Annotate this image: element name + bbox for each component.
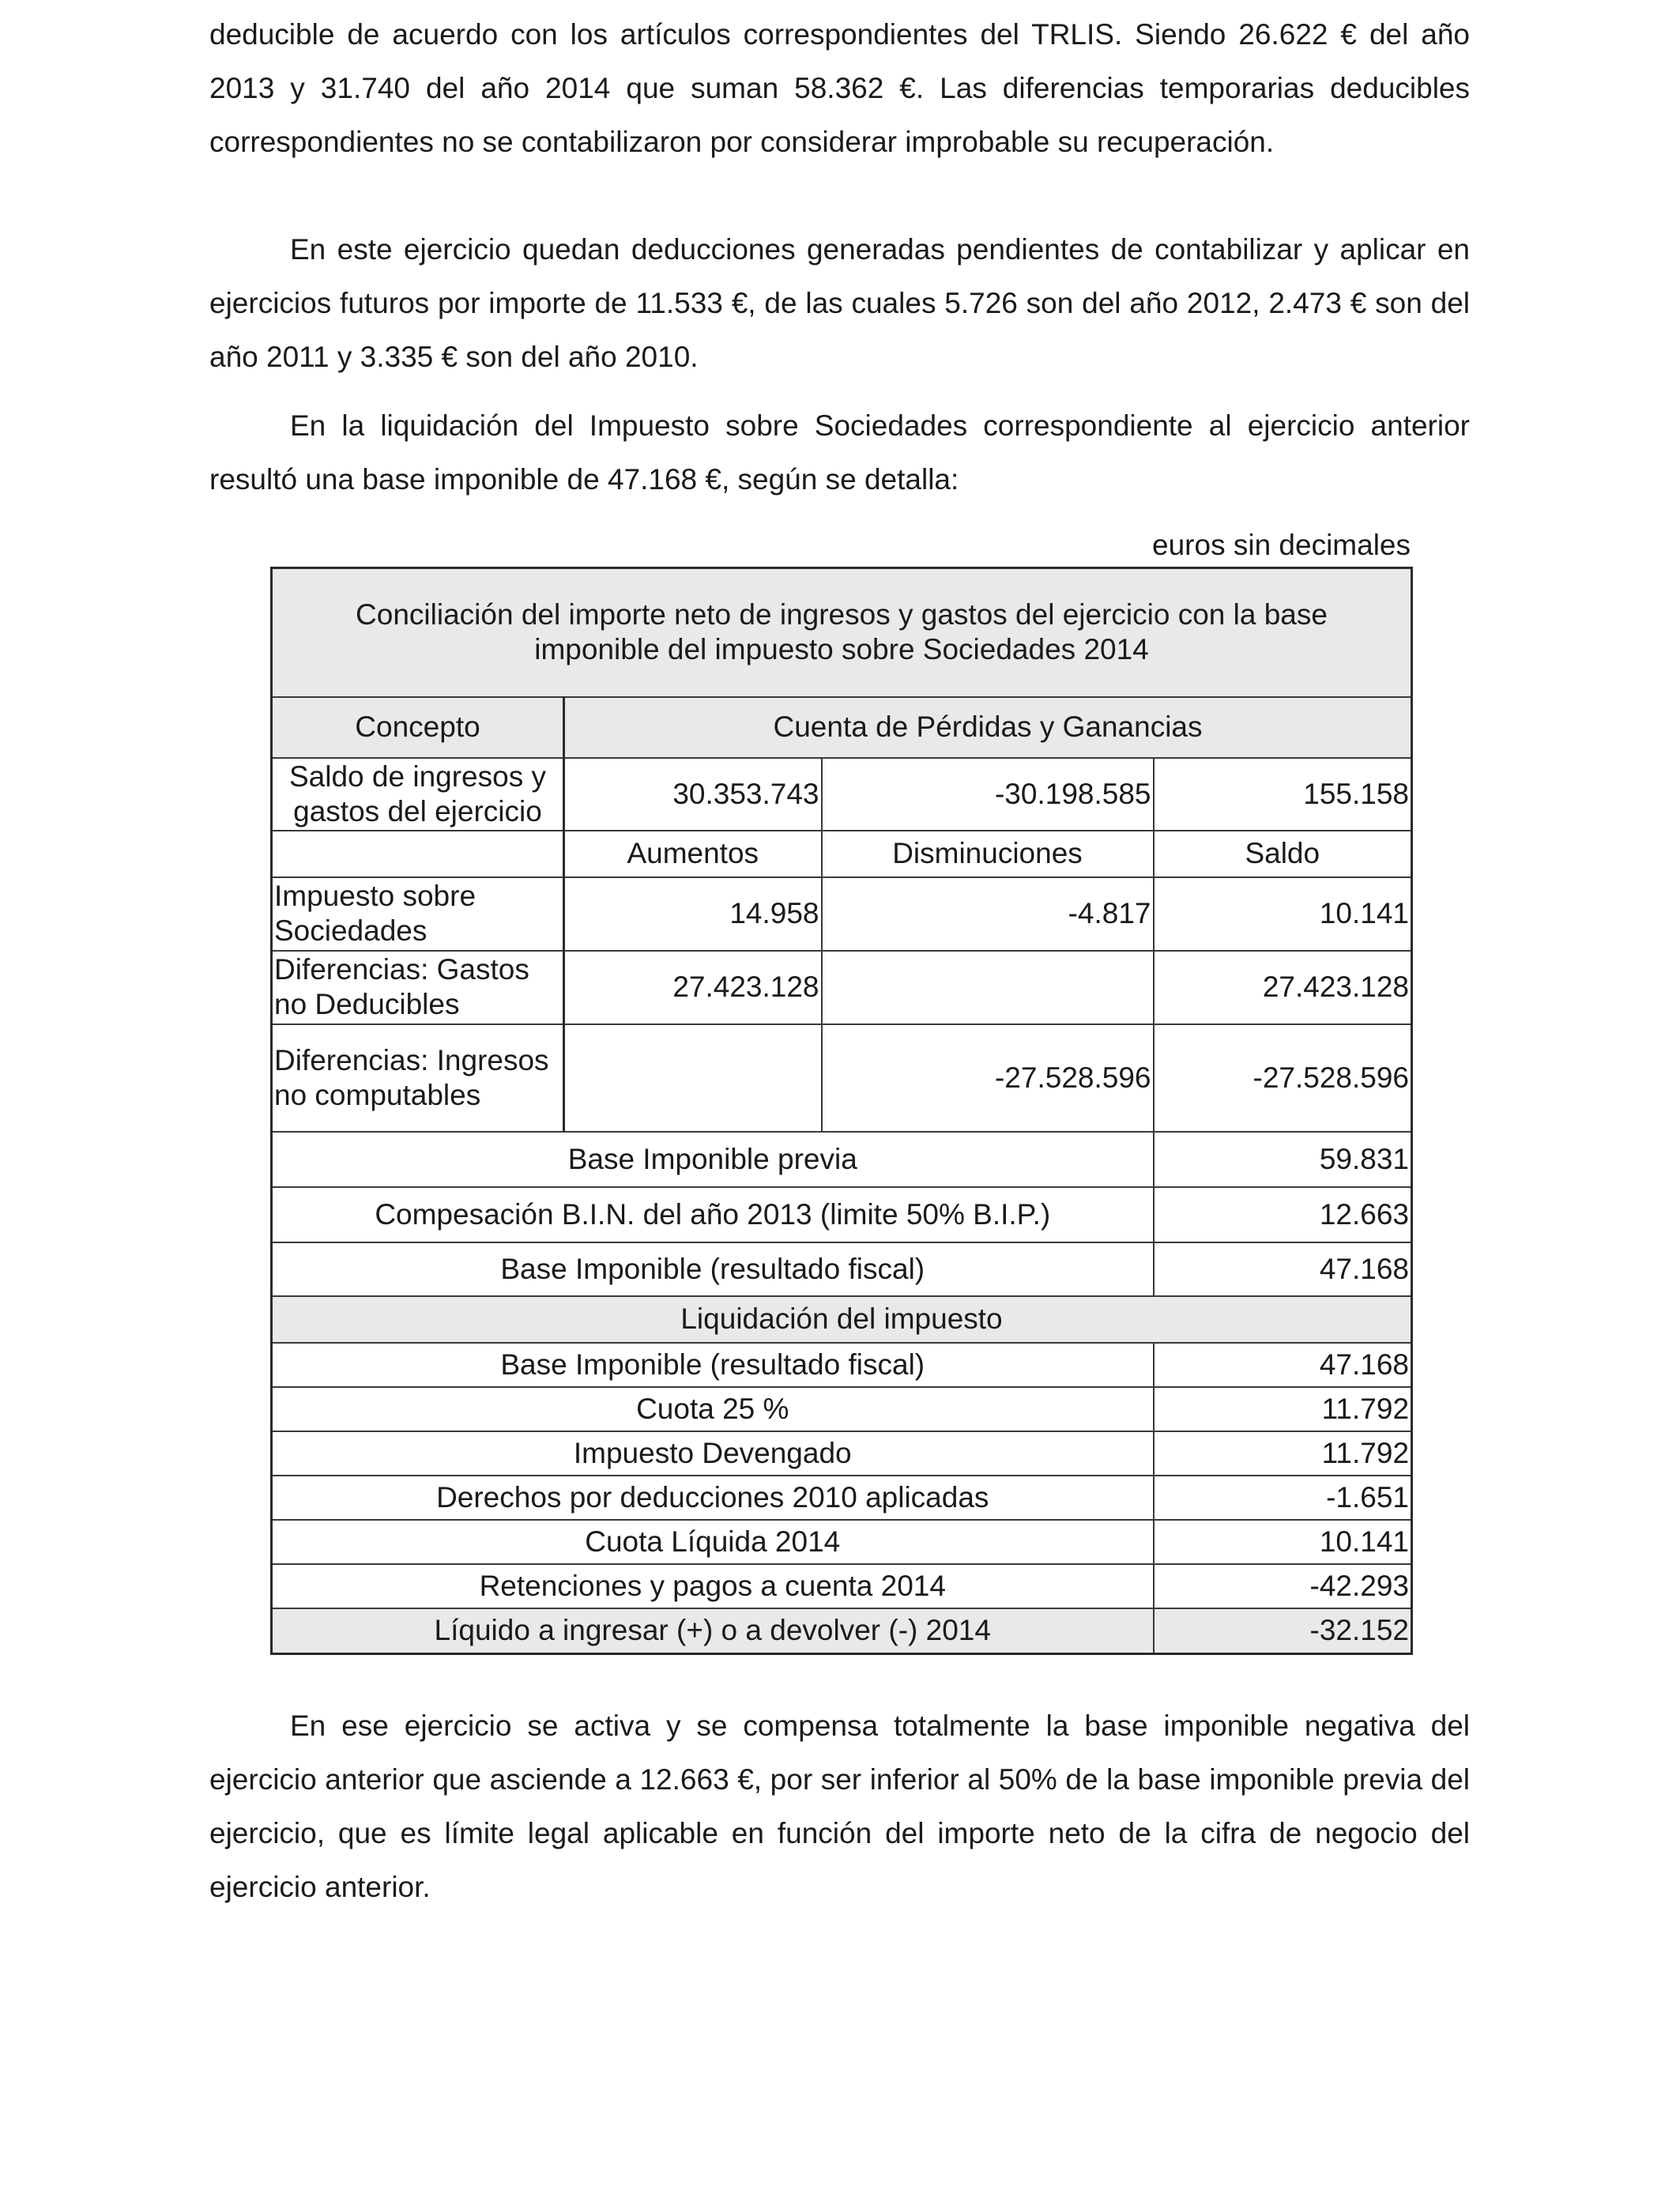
row-label: Base Imponible (resultado fiscal) (272, 1343, 1154, 1387)
cell-value: 59.831 (1154, 1132, 1412, 1187)
row-label: Saldo de ingresos y gastos del ejercicio (272, 758, 564, 831)
subheader-disminuciones: Disminuciones (822, 831, 1154, 877)
paragraph-pending-deductions: En este ejercicio quedan deducciones generadas pendientes de contabilizar y aplicar en ejercicios futuros por importe de 11.533 €, de las cuales 5.726 son del año 2012, 2.473 € son del año 2011 y 3.335 € son del año 2010. (209, 233, 1470, 373)
table-row (272, 951, 1412, 1024)
table-row (272, 1431, 1412, 1476)
cell-value: -1.651 (1154, 1476, 1412, 1520)
cell-value: 47.168 (1154, 1343, 1412, 1387)
cell-value: -4.817 (822, 877, 1154, 951)
cell-value: 10.141 (1154, 877, 1412, 951)
paragraph-trlis-deductions: deducible de acuerdo con los artículos correspondientes del TRLIS. Siendo 26.622 € del año 2013 y 31.740 del año 2014 que suman 58.362 €. Las diferencias temporarias deducibles correspondientes no se contabilizaron por considerar improbable su recuperación. (209, 18, 1470, 158)
table-row (272, 1132, 1412, 1187)
cell-value: 27.423.128 (1154, 951, 1412, 1024)
table-title: Conciliación del importe neto de ingresos y gastos del ejercicio con la base imponible del impuesto sobre Sociedades 2014 (272, 568, 1412, 697)
table-row-total (272, 1608, 1412, 1654)
paragraph-prior-liquidation: En la liquidación del Impuesto sobre Sociedades correspondiente al ejercicio anterior resultó una base imponible de 47.168 €, según se detalla: (209, 409, 1470, 496)
row-label: Diferencias: Ingresos no computables (272, 1024, 564, 1132)
cell-value: -32.152 (1154, 1608, 1412, 1654)
cell-value: 12.663 (1154, 1187, 1412, 1242)
empty-cell (272, 831, 564, 877)
cell-value: 27.423.128 (564, 951, 822, 1024)
row-label: Derechos por deducciones 2010 aplicadas (272, 1476, 1154, 1520)
row-label: Retenciones y pagos a cuenta 2014 (272, 1564, 1154, 1608)
header-concepto: Concepto (272, 697, 564, 758)
cell-value: 14.958 (564, 877, 822, 951)
table-row (272, 1564, 1412, 1608)
row-label: Impuesto sobre Sociedades (272, 877, 564, 951)
table-row (272, 1476, 1412, 1520)
table-row (272, 1187, 1412, 1242)
cell-value: 155.158 (1154, 758, 1412, 831)
row-label: Impuesto Devengado (272, 1431, 1154, 1476)
subheader-saldo: Saldo (1154, 831, 1412, 877)
table-row (272, 1242, 1412, 1296)
row-label: Cuota 25 % (272, 1387, 1154, 1431)
header-cuenta-pyg: Cuenta de Pérdidas y Ganancias (564, 697, 1412, 758)
table-header-row (272, 697, 1412, 758)
cell-value (564, 1024, 822, 1132)
row-label: Líquido a ingresar (+) o a devolver (-) 2014 (272, 1608, 1154, 1654)
table-row (272, 1520, 1412, 1564)
cell-value: 11.792 (1154, 1387, 1412, 1431)
table-row (272, 758, 1412, 831)
table-row (272, 1387, 1412, 1431)
paragraph-bin-compensation: En ese ejercicio se activa y se compensa totalmente la base imponible negativa del ejercicio anterior que asciende a 12.663 €, por ser inferior al 50% de la base imponible previa del ejercicio, que es límite legal aplicable en función del importe neto de la cifra de negocio del ejercicio anterior. (209, 1710, 1470, 1903)
liquidacion-header: Liquidación del impuesto (272, 1296, 1412, 1343)
cell-value: 11.792 (1154, 1431, 1412, 1476)
row-label: Base Imponible previa (272, 1132, 1154, 1187)
cell-value: 47.168 (1154, 1242, 1412, 1296)
cell-value: -27.528.596 (1154, 1024, 1412, 1132)
reconciliation-table (270, 567, 1413, 1655)
cell-value: -27.528.596 (822, 1024, 1154, 1132)
table-row (272, 1343, 1412, 1387)
row-label: Cuota Líquida 2014 (272, 1520, 1154, 1564)
cell-value: 30.353.743 (564, 758, 822, 831)
liquidacion-header-row (272, 1296, 1412, 1343)
table-subheader-row (272, 831, 1412, 877)
row-label: Diferencias: Gastos no Deducibles (272, 951, 564, 1024)
cell-value: 10.141 (1154, 1520, 1412, 1564)
units-note: euros sin decimales (1152, 529, 1411, 561)
cell-value: -30.198.585 (822, 758, 1154, 831)
table-title-row (272, 568, 1412, 697)
cell-value: -42.293 (1154, 1564, 1412, 1608)
row-label: Base Imponible (resultado fiscal) (272, 1242, 1154, 1296)
subheader-aumentos: Aumentos (564, 831, 822, 877)
table-row (272, 1024, 1412, 1132)
table-row (272, 877, 1412, 951)
row-label: Compesación B.I.N. del año 2013 (limite 50% B.I.P.) (272, 1187, 1154, 1242)
cell-value (822, 951, 1154, 1024)
